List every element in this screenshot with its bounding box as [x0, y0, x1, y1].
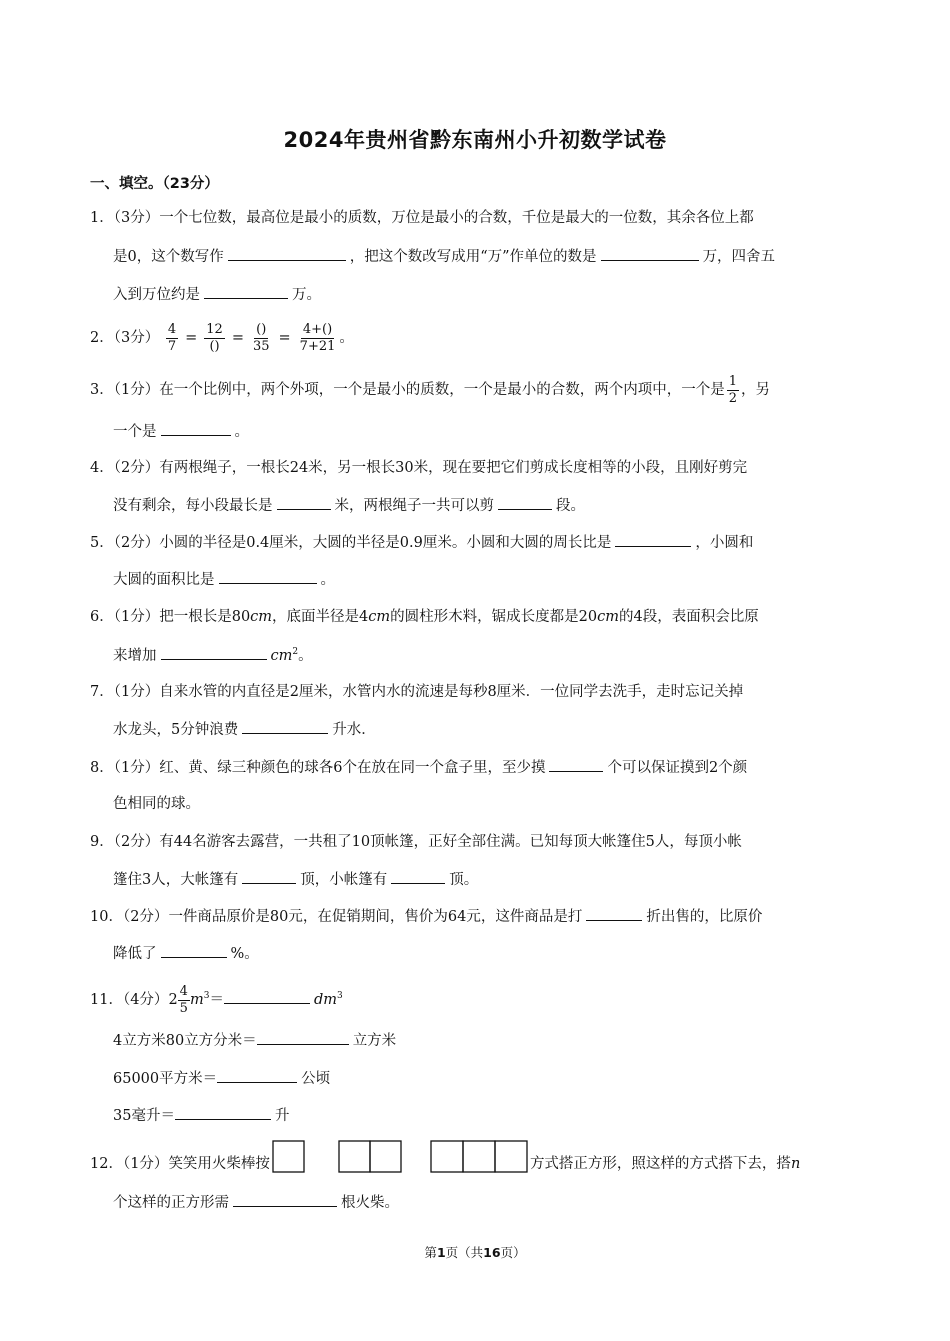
question-score: （3分） — [113, 210, 160, 226]
unit-text: cm — [270, 648, 293, 664]
question-number: 12． — [90, 1156, 123, 1172]
question-number: 7． — [90, 684, 114, 700]
question-text: 有两根绳子，一根长24米，另一根长30米，现在要把它们剪成长度相等的小段，且刚好剪完 — [159, 460, 748, 476]
answer-blank[interactable] — [204, 284, 288, 299]
question-score: （1分） — [113, 684, 160, 700]
answer-blank[interactable] — [233, 1192, 337, 1207]
equals-sign: = — [185, 330, 198, 346]
exponent: 2 — [292, 647, 299, 657]
answer-blank[interactable] — [242, 869, 296, 884]
answer-blank[interactable] — [161, 645, 267, 660]
question-3-line-2 — [113, 421, 249, 442]
question-score: （4分） — [122, 992, 169, 1008]
question-text: 。 — [320, 572, 335, 588]
matchstick-square-3b — [463, 1141, 495, 1172]
question-1-line-1 — [90, 208, 754, 228]
fraction: $\frac{12}{()}$ — [206, 321, 223, 354]
unit-text: dm — [313, 992, 337, 1008]
matchstick-square-2b — [370, 1141, 401, 1172]
question-6-line-1 — [90, 607, 759, 627]
question-text: 把一根长是80 — [159, 609, 251, 625]
question-text: 一件商品原价是80元，在促销期间，售价为64元，这件商品是打 — [168, 909, 583, 925]
question-text: 降低了 — [113, 946, 157, 962]
question-9-line-2 — [113, 869, 478, 890]
answer-blank[interactable] — [391, 869, 445, 884]
question-text: 公顷 — [301, 1071, 331, 1087]
question-4-line-1 — [90, 458, 747, 478]
total-pages: 16 — [483, 1245, 501, 1260]
question-score: （2分） — [113, 834, 160, 850]
question-text: 升水． — [332, 722, 376, 738]
question-text: 顶。 — [449, 872, 479, 888]
question-8-line-2 — [113, 794, 200, 814]
question-7-line-2 — [113, 719, 376, 740]
question-12-line-2 — [113, 1192, 399, 1213]
answer-blank[interactable] — [217, 1068, 297, 1083]
question-text: 根火柴。 — [341, 1195, 399, 1211]
answer-blank[interactable] — [498, 495, 552, 510]
question-text: 有44名游客去露营，一共租了10顶帐篷，正好全部住满。已知每顶大帐篷住5人，每顶小帐 — [159, 834, 742, 850]
answer-blank[interactable] — [219, 569, 317, 584]
equals-sign: = — [278, 330, 291, 346]
question-number: 3． — [90, 382, 114, 398]
fraction: $\frac{1}{2}$ — [728, 373, 737, 406]
footer-text: 页（共 — [445, 1245, 484, 1260]
footer-text: 页） — [500, 1245, 526, 1260]
question-text: 来增加 — [113, 648, 157, 664]
answer-blank[interactable] — [161, 421, 231, 436]
question-score: （1分） — [113, 382, 160, 398]
question-text: 顶，小帐篷有 — [300, 872, 388, 888]
question-score: （2分） — [113, 535, 160, 551]
answer-blank[interactable] — [175, 1105, 271, 1120]
question-9-line-1 — [90, 832, 742, 852]
exponent: 3 — [203, 991, 210, 1001]
answer-blank[interactable] — [277, 495, 331, 510]
unit-text: cm — [250, 609, 273, 625]
answer-blank[interactable] — [242, 719, 328, 734]
question-text: 折出售的，比原价 — [646, 909, 763, 925]
exponent: 3 — [336, 991, 343, 1001]
matchstick-square-3c — [495, 1141, 527, 1172]
question-text: 在一个比例中，两个外项，一个是最小的质数，一个是最小的合数，两个内项中，一个是 — [159, 382, 725, 398]
question-number: 10． — [90, 909, 123, 925]
question-score: （2分） — [113, 460, 160, 476]
question-text: 4立方米80立方分米＝ — [113, 1033, 257, 1049]
question-11-line-4 — [113, 1105, 289, 1126]
question-text: 个可以保证摸到2个颜 — [607, 760, 748, 776]
question-text: 个这样的正方形需 — [113, 1195, 229, 1211]
question-number: 1． — [90, 210, 114, 226]
question-text: 篷住3人，大帐篷有 — [113, 872, 239, 888]
page-number: 1 — [436, 1245, 446, 1260]
question-7-line-1 — [90, 682, 743, 702]
unit-text: cm — [597, 609, 619, 625]
question-text: 色相同的球。 — [113, 796, 200, 812]
question-score: （2分） — [122, 909, 169, 925]
question-score: （1分） — [122, 1156, 169, 1172]
question-text: 段。 — [556, 498, 585, 514]
question-score: （3分） — [113, 330, 160, 346]
question-5-line-1 — [90, 532, 753, 553]
fraction: $\frac{4}{5}$ — [179, 983, 188, 1016]
question-1-line-3 — [113, 284, 321, 305]
question-text: 一个七位数，最高位是最小的质数，万位是最小的合数，千位是最大的一位数，其余各位上都 — [159, 210, 754, 226]
question-text: 米，两根绳子一共可以剪 — [334, 498, 494, 514]
answer-blank[interactable] — [615, 532, 691, 547]
question-3-line-1 — [90, 370, 770, 410]
question-text: ，底面半径是4 — [272, 609, 369, 625]
question-text: 的圆柱形木料，锯成长度都是20 — [390, 609, 598, 625]
answer-blank[interactable] — [161, 943, 227, 958]
page-footer — [0, 1243, 950, 1261]
question-11-line-1 — [90, 980, 343, 1020]
matchstick-squares-diagram — [272, 1140, 528, 1174]
question-text: 65000平方米＝ — [113, 1071, 218, 1087]
question-text: 是0，这个数写作 — [113, 249, 224, 265]
unit-text: cm — [368, 609, 391, 625]
question-text: 没有剩余，每小段最长是 — [113, 498, 273, 514]
question-score: （1分） — [113, 760, 160, 776]
question-text: 的4段，表面积会比原 — [618, 609, 759, 625]
question-text: 自来水管的内直径是2厘米，水管内水的流速是每秒8厘米．一位同学去洗手，走时忘记关掉 — [159, 684, 744, 700]
question-text: 大圆的面积比是 — [113, 572, 215, 588]
question-number: 11． — [90, 992, 123, 1008]
question-10-line-1 — [90, 906, 762, 927]
question-4-line-2 — [113, 495, 585, 516]
matchstick-square-1 — [273, 1141, 304, 1172]
equals-sign: ＝ — [209, 992, 224, 1008]
question-text: 万。 — [292, 287, 321, 303]
question-text: 水龙头，5分钟浪费 — [113, 722, 239, 738]
question-text: 。 — [298, 648, 313, 664]
question-text: 万，四舍五 — [702, 249, 776, 265]
question-text: 。 — [234, 424, 249, 440]
fraction: $\frac{()}{35}$ — [252, 321, 270, 354]
question-text: 小圆的半径是0.4厘米，大圆的半径是0.9厘米。小圆和大圆的周长比是 — [159, 535, 612, 551]
question-text: 。 — [339, 330, 354, 346]
question-text: 一个是 — [113, 424, 157, 440]
answer-blank[interactable] — [224, 989, 310, 1004]
question-number: 4． — [90, 460, 114, 476]
question-1-line-2 — [113, 246, 775, 267]
question-number: 9． — [90, 834, 114, 850]
question-8-line-1 — [90, 757, 747, 778]
unit-text: m — [189, 992, 204, 1008]
question-number: 5． — [90, 535, 114, 551]
question-number: 2． — [90, 330, 114, 346]
fraction: $\frac{4}{7}$ — [167, 321, 177, 354]
question-text: 方式搭正方形，照这样的方式搭下去，搭 — [529, 1156, 791, 1172]
question-number: 8． — [90, 760, 114, 776]
question-text: 35毫升＝ — [113, 1108, 175, 1124]
question-text: ，另 — [741, 382, 770, 398]
question-text: ，把这个数改写成用“万”作单位的数是 — [349, 249, 597, 265]
matchstick-square-2a — [339, 1141, 370, 1172]
question-12-line-1 — [90, 1140, 800, 1182]
question-11-line-3 — [113, 1068, 330, 1089]
question-text: 升 — [274, 1108, 290, 1124]
question-text: 立方米 — [352, 1033, 397, 1049]
question-text: ，小圆和 — [695, 535, 754, 551]
answer-blank[interactable] — [257, 1030, 349, 1045]
question-5-line-2 — [113, 569, 335, 590]
question-6-line-2 — [113, 645, 313, 666]
answer-blank[interactable] — [549, 757, 603, 772]
footer-text: 第 — [424, 1245, 437, 1260]
answer-blank[interactable] — [586, 906, 642, 921]
variable-n: n — [790, 1156, 801, 1172]
question-number: 6． — [90, 609, 114, 625]
question-text: 红、黄、绿三种颜色的球各6个在放在同一个盒子里，至少摸 — [159, 760, 546, 776]
question-10-line-2 — [113, 943, 259, 964]
matchstick-square-3a — [431, 1141, 463, 1172]
fraction: $\frac{4+()}{7+21}$ — [299, 321, 336, 354]
question-text: %。 — [230, 946, 259, 962]
question-text: 笑笑用火柴棒按 — [168, 1156, 270, 1172]
mixed-number-whole: 2 — [168, 992, 178, 1008]
section-heading: 一、填空。（23分） — [90, 176, 219, 192]
equals-sign: = — [231, 330, 244, 346]
page-title: 2024年贵州省黔东南州小升初数学试卷 — [283, 128, 667, 152]
question-2 — [90, 318, 354, 358]
question-score: （1分） — [113, 609, 160, 625]
answer-blank[interactable] — [601, 246, 699, 261]
question-text: 入到万位约是 — [113, 287, 200, 303]
answer-blank[interactable] — [228, 246, 346, 261]
question-11-line-2 — [113, 1030, 396, 1051]
